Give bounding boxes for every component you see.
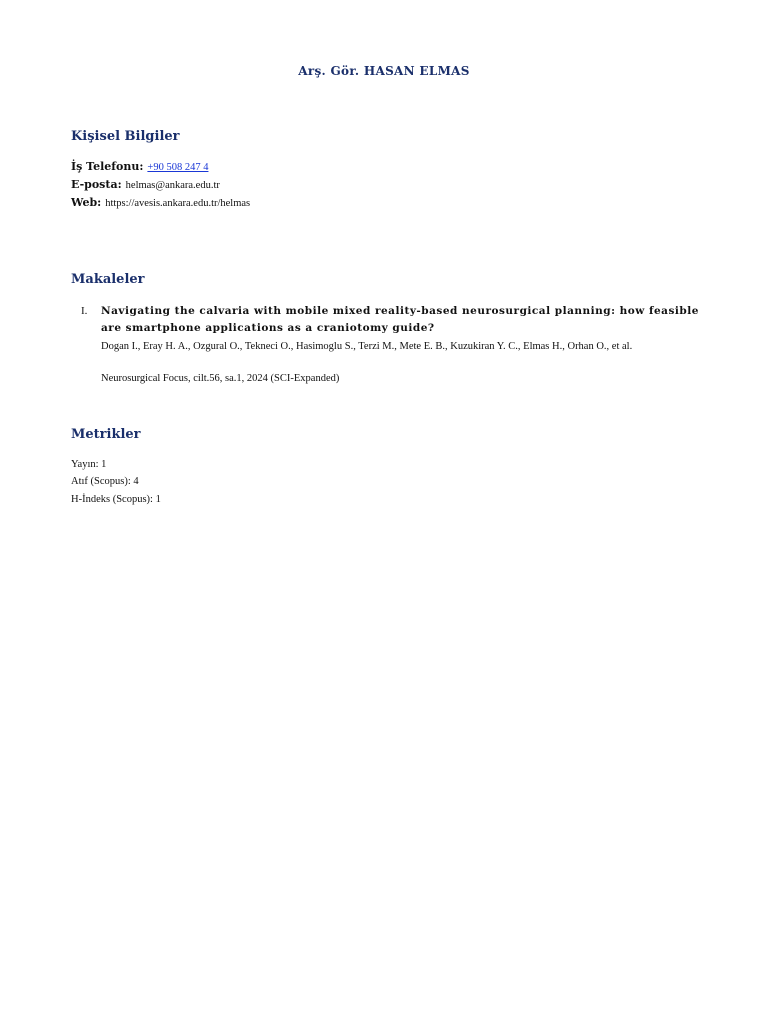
personal-info-heading: Kişisel Bilgiler — [71, 129, 180, 144]
page-title: Arş. Gör. HASAN ELMAS — [298, 64, 470, 78]
article-journal: Neurosurgical Focus, cilt.56, sa.1, 2024 (SCI-Expanded) — [101, 373, 340, 384]
article-title: Navigating the calvaria with mobile mixed reality-based neurosurgical planning: how feasible are smartphone applications as a craniotomy guide? — [101, 305, 699, 334]
email-line — [71, 178, 220, 191]
metric-yayin: Yayın: 1 — [71, 459, 107, 470]
articles-heading: Makaleler — [71, 272, 145, 287]
email-label: E-posta: — [71, 178, 122, 191]
phone-line — [71, 160, 208, 173]
web-label: Web: — [71, 196, 102, 209]
article-authors: Dogan I., Eray H. A., Ozgural O., Tekneci O., Hasimoglu S., Terzi M., Mete E. B., Kuzukiran Y. C., Elmas H., Orhan O., et al. — [101, 341, 633, 352]
phone-label: İş Telefonu: — [71, 160, 144, 173]
metrics-heading: Metrikler — [71, 427, 141, 442]
phone-link[interactable]: +90 508 247 4 — [147, 162, 209, 173]
web-line — [71, 196, 250, 209]
web-value: https://avesis.ankara.edu.tr/helmas — [105, 198, 251, 209]
metric-hindex: H-İndeks (Scopus): 1 — [71, 494, 161, 505]
metric-atif: Atıf (Scopus): 4 — [71, 476, 139, 487]
article-number: I. — [81, 305, 88, 317]
email-value: helmas@ankara.edu.tr — [125, 180, 220, 191]
